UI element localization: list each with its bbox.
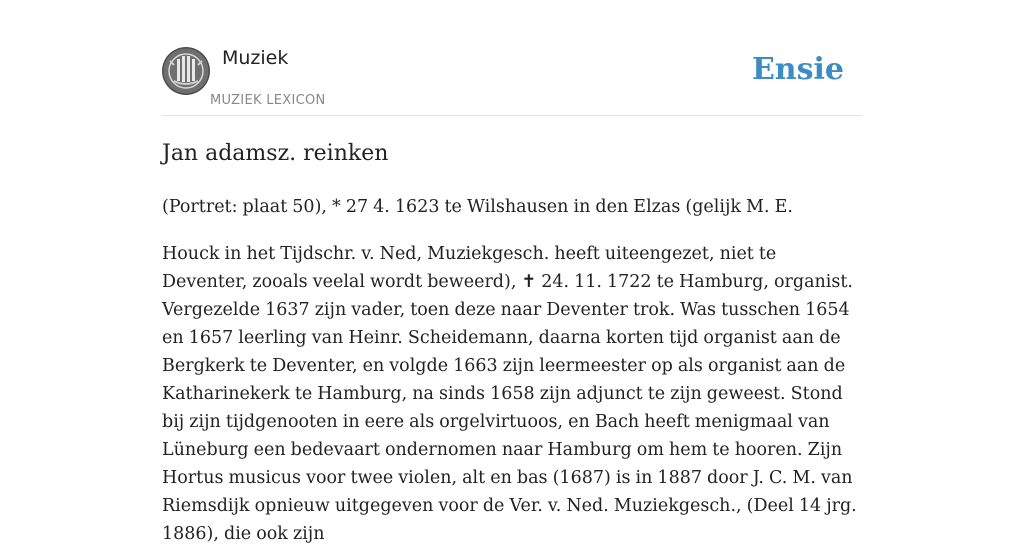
site-name-link[interactable]: Muziek (222, 47, 289, 69)
article-title: Jan adamsz. reinken (162, 141, 389, 166)
ensie-logo[interactable]: Ensie (751, 52, 844, 87)
article (162, 138, 866, 548)
site-subtitle: MUZIEK LEXICON (210, 93, 326, 108)
site-header (162, 46, 862, 116)
article-paragraph: (Portret: plaat 50), * 27 4. 1623 te Wilshausen in den Elzas (gelijk M. E. (162, 197, 793, 217)
organ-pipes-icon[interactable] (162, 47, 210, 95)
header-divider (162, 115, 862, 116)
article-paragraph: Houck in het Tijdschr. v. Ned, Muziekgesch. heeft uiteengezet, niet te Deventer, zooals veelal wordt beweerd), ✝ 24. 11. 1722 te Hamburg, organist. Vergezelde 1637 zijn vader, toen deze naar Deventer trok. Was tusschen 1654 en 1657 leerling van Heinr. Scheidemann, daarna korten tijd organist aan de Bergkerk te Deventer, en volgde 1663 zijn leermeester op als organist aan de Katharinekerk te Hamburg, na sinds 1658 zijn adjunct te zijn geweest. Stond bij zijn tijdgenooten in eere als orgelvirtuoos, en Bach heeft menigmaal van Lüneburg een bedevaart ondernomen naar Hamburg om hem te hooren. Zijn Hortus musicus voor twee violen, alt en bas (1687) is in 1887 door J. C. M. van Riemsdijk opnieuw uitgegeven voor de Ver. v. Ned. Muziekgesch., (Deel 14 jrg. 1886), die ook zijn (162, 244, 857, 544)
